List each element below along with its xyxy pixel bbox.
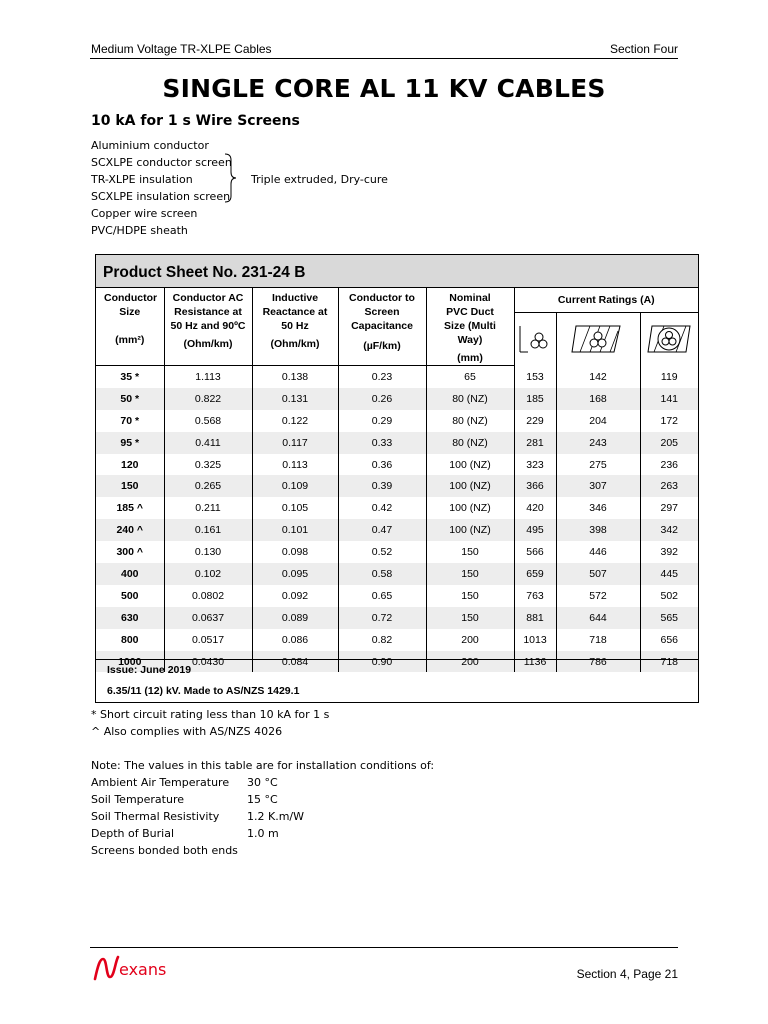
header-resistance: Conductor AC Resistance at 50 Hz and 90ºC (Ohm/km)	[164, 288, 252, 366]
cell-size: 150	[96, 475, 164, 497]
product-sheet-title: Product Sheet No. 231-24 B	[96, 255, 698, 288]
construction-list	[91, 137, 232, 239]
table-row	[96, 475, 698, 497]
trefoil-air-icon	[514, 312, 556, 365]
cell-c3: 236	[660, 458, 679, 471]
cell-c2: 243	[556, 432, 640, 454]
cell-duct: 150	[426, 607, 514, 629]
brace-label: Triple extruded, Dry-cure	[251, 173, 388, 186]
cell-c1: 323	[514, 454, 556, 476]
cell-duct: 80 (NZ)	[426, 410, 514, 432]
cell-react: 0.131	[252, 388, 338, 410]
table-row	[96, 410, 698, 432]
cell-c2: 718	[556, 629, 640, 651]
conditions-last: Screens bonded both ends	[91, 844, 238, 857]
condition-item: Soil Thermal Resistivity 1.2 K.m/W	[91, 810, 304, 823]
cell-c3: 392	[660, 546, 679, 559]
cell-c1: 495	[514, 519, 556, 541]
cell-duct: 150	[426, 585, 514, 607]
header-size: Conductor Size (mm²)	[96, 288, 164, 366]
cell-react: 0.109	[252, 475, 338, 497]
cell-react: 0.138	[252, 366, 338, 388]
cell-res: 0.0430	[164, 651, 252, 673]
table-row	[96, 629, 698, 651]
cell-duct: 100 (NZ)	[426, 497, 514, 519]
product-sheet	[95, 254, 699, 703]
cell-res: 0.161	[164, 519, 252, 541]
installation-conditions	[91, 757, 434, 859]
condition-item: Soil Temperature 15 °C	[91, 793, 278, 806]
cell-c1: 153	[514, 366, 556, 388]
cell-c3: 141	[640, 388, 698, 410]
header-current-ratings: Current Ratings (A)	[514, 288, 698, 312]
cell-duct: 150	[426, 563, 514, 585]
cell-size: 70 *	[96, 410, 164, 432]
cell-c3: 119	[660, 370, 678, 383]
header-capacitance: Conductor to Screen Capacitance (µF/km)	[338, 288, 426, 366]
cell-duct: 200	[426, 651, 514, 673]
cell-size: 95 *	[96, 432, 164, 454]
cell-c3: 205	[640, 432, 698, 454]
header-reactance: Inductive Reactance at 50 Hz (Ohm/km)	[252, 288, 338, 366]
cell-duct: 150	[426, 541, 514, 563]
cell-react: 0.095	[252, 563, 338, 585]
table-row	[96, 366, 698, 388]
table-row	[96, 563, 698, 585]
footnote: ^ Also complies with AS/NZS 4026	[91, 725, 283, 738]
cell-c1: 659	[514, 563, 556, 585]
cell-c1: 229	[514, 410, 556, 432]
cell-res: 0.411	[164, 432, 252, 454]
cell-res: 0.130	[164, 541, 252, 563]
cell-cap: 0.39	[338, 475, 426, 497]
cell-c2: 572	[556, 585, 640, 607]
cell-res: 0.0517	[164, 629, 252, 651]
cell-size: 35 *	[96, 366, 164, 388]
cell-c2: 644	[556, 607, 640, 629]
brace-icon	[224, 153, 238, 203]
cell-c1: 566	[514, 541, 556, 563]
cell-c3: 718	[640, 651, 698, 673]
cell-size: 800	[96, 629, 164, 651]
nexans-logo	[92, 953, 182, 983]
cell-c2: 204	[556, 410, 640, 432]
cell-c2: 786	[556, 651, 640, 673]
cell-cap: 0.47	[338, 519, 426, 541]
cell-react: 0.084	[252, 651, 338, 673]
cell-size: 630	[96, 607, 164, 629]
cell-react: 0.101	[252, 519, 338, 541]
cell-react: 0.098	[252, 541, 338, 563]
cell-c1: 185	[514, 388, 556, 410]
cell-react: 0.117	[252, 432, 338, 454]
cell-size: 185 ^	[96, 497, 164, 519]
cell-c3: 565	[640, 607, 698, 629]
cell-duct: 100 (NZ)	[426, 475, 514, 497]
trefoil-duct-icon	[640, 312, 698, 365]
table-row	[96, 607, 698, 629]
page-title: SINGLE CORE AL 11 KV CABLES	[162, 74, 606, 103]
cell-c1: 1136	[514, 651, 556, 673]
page-subtitle: 10 kA for 1 s Wire Screens	[91, 113, 300, 129]
conditions-intro: Note: The values in this table are for installation conditions of:	[91, 759, 435, 772]
table-row	[96, 432, 698, 454]
construction-layer: SCXLPE conductor screen	[91, 156, 232, 169]
cell-res: 0.265	[164, 475, 252, 497]
standard-note: 6.35/11 (12) kV. Made to AS/NZS 1429.1	[107, 685, 300, 697]
cell-size: 500	[96, 585, 164, 607]
svg-text:exans: exans	[119, 960, 167, 979]
cell-cap: 0.82	[338, 629, 426, 651]
cell-res: 0.325	[164, 454, 252, 476]
table-row	[96, 454, 698, 476]
table-row	[96, 541, 698, 563]
cell-c1: 881	[514, 607, 556, 629]
cell-size: 400	[96, 563, 164, 585]
cell-res: 1.113	[164, 366, 252, 388]
cell-react: 0.092	[252, 585, 338, 607]
cell-cap: 0.29	[338, 410, 426, 432]
cell-duct: 80 (NZ)	[426, 388, 514, 410]
header-duct: Nominal PVC Duct Size (Multi Way) (mm)	[426, 288, 514, 366]
header-rule	[90, 58, 678, 59]
cell-duct: 200	[426, 629, 514, 651]
cell-c1: 420	[514, 497, 556, 519]
cell-c2: 507	[556, 563, 640, 585]
cell-react: 0.113	[252, 454, 338, 476]
cell-c3: 297	[660, 502, 679, 515]
ratings-table	[96, 288, 698, 672]
cell-cap: 0.72	[338, 607, 426, 629]
cell-duct: 100 (NZ)	[426, 454, 514, 476]
cell-react: 0.122	[252, 410, 338, 432]
cell-duct: 65	[426, 366, 514, 388]
cell-duct: 80 (NZ)	[426, 432, 514, 454]
cell-react: 0.086	[252, 629, 338, 651]
cell-cap: 0.52	[338, 541, 426, 563]
issue-date: Issue: June 2019	[107, 664, 192, 676]
construction-layer: Aluminium conductor	[91, 139, 209, 152]
cell-react: 0.105	[252, 497, 338, 519]
table-row	[96, 497, 698, 519]
cell-c3: 342	[640, 519, 698, 541]
construction-layer: Copper wire screen	[91, 207, 198, 220]
cell-cap: 0.26	[338, 388, 426, 410]
cell-c2: 398	[556, 519, 640, 541]
table-row	[96, 388, 698, 410]
cell-c3: 502	[660, 589, 679, 602]
header-left: Medium Voltage TR-XLPE Cables	[91, 42, 272, 56]
page-number: Section 4, Page 21	[576, 967, 678, 981]
cell-size: 300 ^	[96, 541, 164, 563]
cell-cap: 0.23	[338, 366, 426, 388]
cell-duct: 100 (NZ)	[426, 519, 514, 541]
cell-cap: 0.58	[338, 563, 426, 585]
cell-c3: 172	[660, 414, 679, 427]
cell-cap: 0.42	[338, 497, 426, 519]
table-row	[96, 585, 698, 607]
cell-size: 120	[96, 454, 164, 476]
cell-size: 240 ^	[96, 519, 164, 541]
cell-res: 0.0802	[164, 585, 252, 607]
cell-c1: 1013	[514, 629, 556, 651]
cell-c2: 275	[556, 454, 640, 476]
cell-cap: 0.65	[338, 585, 426, 607]
trefoil-ground-icon	[556, 312, 640, 365]
cell-res: 0.211	[164, 497, 252, 519]
cell-size: 1000	[96, 651, 164, 673]
header-right: Section Four	[609, 42, 678, 56]
cell-c2: 446	[556, 541, 640, 563]
construction-layer: PVC/HDPE sheath	[91, 224, 188, 237]
cell-c1: 281	[514, 432, 556, 454]
cell-c3: 445	[640, 563, 698, 585]
cell-c2: 168	[556, 388, 640, 410]
cell-cap: 0.33	[338, 432, 426, 454]
cell-res: 0.0637	[164, 607, 252, 629]
sheet-footer	[96, 659, 698, 703]
cell-c2: 142	[556, 366, 640, 388]
construction-layer: TR-XLPE insulation	[91, 173, 193, 186]
cell-res: 0.102	[164, 563, 252, 585]
condition-item: Depth of Burial 1.0 m	[91, 827, 279, 840]
table-row	[96, 519, 698, 541]
construction-layer: SCXLPE insulation screen	[91, 190, 231, 203]
cell-c1: 763	[514, 585, 556, 607]
cell-c2: 307	[556, 475, 640, 497]
cell-react: 0.089	[252, 607, 338, 629]
cell-cap: 0.36	[338, 454, 426, 476]
cell-c3: 656	[660, 633, 679, 646]
cell-res: 0.568	[164, 410, 252, 432]
cell-c1: 366	[514, 475, 556, 497]
footnotes	[91, 706, 329, 740]
cell-cap: 0.90	[338, 651, 426, 673]
cell-c3: 263	[640, 475, 698, 497]
condition-item: Ambient Air Temperature 30 °C	[91, 776, 278, 789]
cell-res: 0.822	[164, 388, 252, 410]
cell-c2: 346	[556, 497, 640, 519]
cell-size: 50 *	[96, 388, 164, 410]
footer-rule	[90, 947, 678, 948]
footnote: * Short circuit rating less than 10 kA for 1 s	[91, 708, 330, 721]
